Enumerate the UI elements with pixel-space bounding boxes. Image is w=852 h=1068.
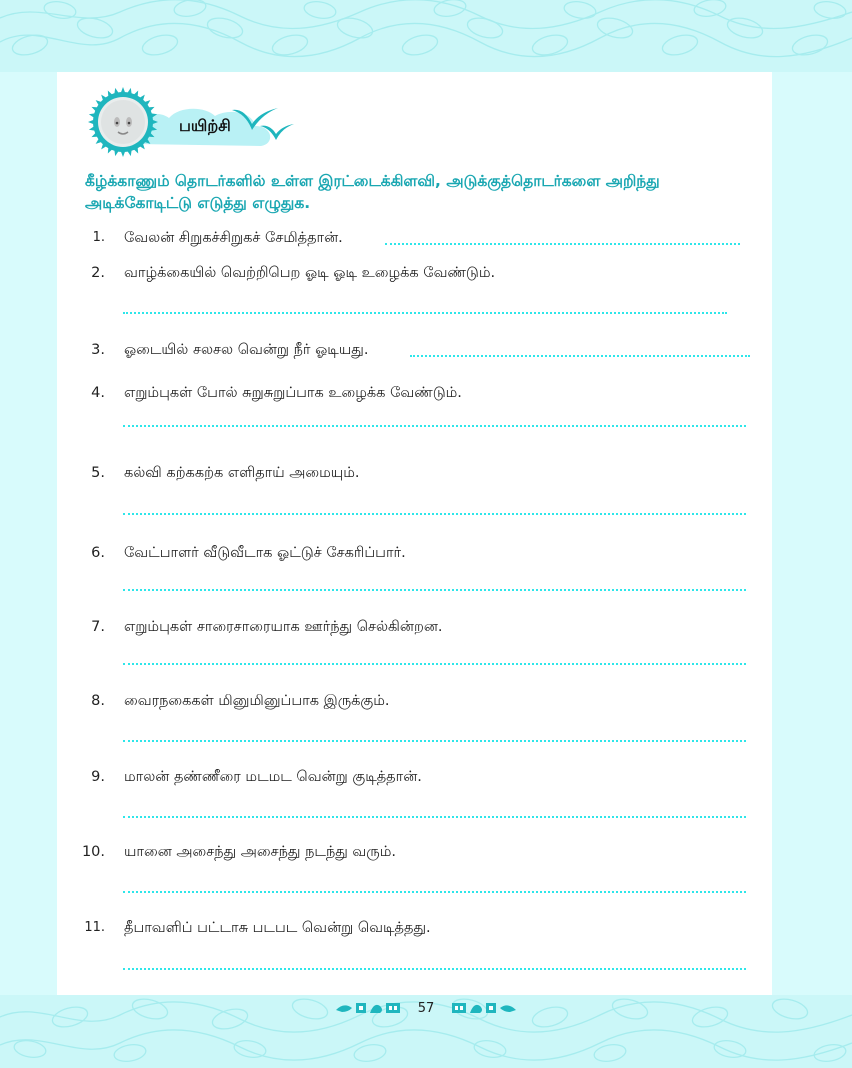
- top-decorative-border: [0, 0, 852, 72]
- item-number: 9.: [91, 769, 105, 785]
- item-sentence: வேலன் சிறுகச்சிறுகச் சேமித்தான்.: [124, 230, 343, 246]
- item-sentence: தீபாவளிப் பட்டாசு படபட வென்று வெடித்தது.: [124, 920, 431, 936]
- item-number: 11.: [84, 920, 105, 935]
- item-number: 1.: [92, 230, 105, 245]
- instructions-text: கீழ்க்காணும் தொடர்களில் உள்ள இரட்டைக்கிளவி, அடுக்குத்தொடர்களை அறிந்து அடிக்கோடிட்டு எடுத்து எழுதுக.: [85, 172, 660, 212]
- leaf-vine-pattern-icon: [0, 0, 852, 72]
- item-sentence: வேட்பாளர் வீடுவீடாக ஓட்டுச் சேகரிப்பார்.: [124, 545, 406, 561]
- exercise-header: [87, 86, 277, 156]
- page-footer: [0, 1000, 852, 1016]
- exercise-title: பயிற்சி: [179, 116, 231, 135]
- item-number: 7.: [91, 619, 105, 635]
- answer-line[interactable]: [123, 425, 746, 427]
- worksheet-panel: [57, 72, 772, 995]
- item-sentence: எறும்புகள் சாரைசாரையாக ஊர்ந்து செல்கின்றன.: [124, 619, 443, 635]
- answer-line[interactable]: [123, 513, 746, 515]
- item-number: 5.: [91, 465, 105, 481]
- answer-line[interactable]: [123, 891, 746, 893]
- answer-line[interactable]: [123, 968, 746, 970]
- answer-line[interactable]: [123, 740, 746, 742]
- page-number: 57: [417, 1000, 435, 1016]
- item-sentence: ஓடையில் சலசல வென்று நீர் ஓடியது.: [124, 342, 369, 358]
- item-sentence: வைரநகைகள் மினுமினுப்பாக இருக்கும்.: [124, 693, 390, 709]
- answer-line[interactable]: [123, 663, 746, 665]
- answer-line[interactable]: [123, 589, 746, 591]
- answer-line[interactable]: [123, 312, 727, 314]
- item-number: 2.: [91, 265, 105, 281]
- item-number: 8.: [91, 693, 105, 709]
- item-sentence: கல்வி கற்ககற்க எளிதாய் அமையும்.: [124, 465, 360, 481]
- item-number: 6.: [91, 545, 105, 561]
- sun-icon: [87, 86, 159, 158]
- item-number: 3.: [91, 342, 105, 358]
- item-sentence: எறும்புகள் போல் சுறுசுறுப்பாக உழைக்க வேண்டும்.: [124, 385, 462, 401]
- right-ornament-icon: [448, 1000, 518, 1016]
- answer-line[interactable]: [385, 243, 740, 245]
- item-number: 4.: [91, 385, 105, 401]
- item-sentence: யானை அசைந்து அசைந்து நடந்து வரும்.: [124, 844, 397, 860]
- item-sentence: மாலன் தண்ணீரை மடமட வென்று குடித்தான்.: [124, 769, 422, 785]
- birds-icon: [230, 102, 295, 142]
- left-ornament-icon: [334, 1000, 404, 1016]
- answer-line[interactable]: [410, 355, 750, 357]
- answer-line[interactable]: [123, 816, 746, 818]
- item-number: 10.: [81, 844, 105, 860]
- item-sentence: வாழ்க்கையில் வெற்றிபெற ஓடி ஓடி உழைக்க வேண்டும்.: [124, 265, 496, 281]
